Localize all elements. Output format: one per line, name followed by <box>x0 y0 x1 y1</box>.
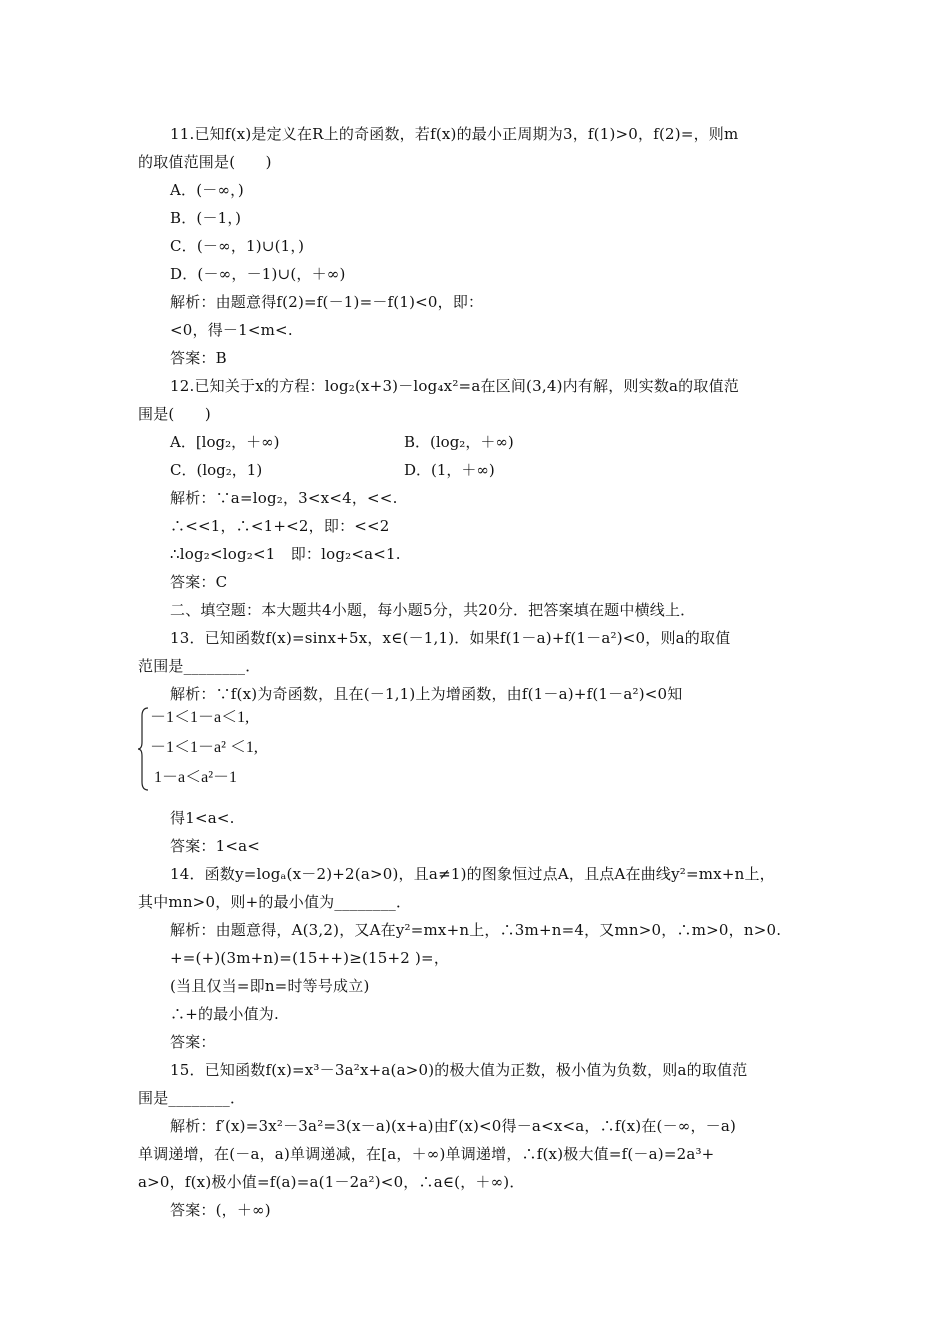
q14-analysis-1: 解析：由题意得，A(3,2)，又A在y²=mx+n上，∴3m+n=4，又mn>0，∴m>0，n>0. <box>170 921 782 939</box>
q15-stem-line-1: 15．已知函数f(x)=x³－3a²x+a(a>0)的极大值为正数，极小值为负数，则a的取值范 <box>170 1061 748 1079</box>
q14-stem-line-1: 14．函数y=logₐ(x－2)+2(a>0)，且a≠1)的图象恒过点A，且点A在曲线y²=mx+n上， <box>170 865 775 883</box>
q12-option-d: D．(1，＋∞) <box>404 461 495 479</box>
q15-answer: 答案：(，＋∞) <box>170 1201 271 1219</box>
q13-result: 得1<a<. <box>170 809 235 827</box>
q12-option-a: A．[log₂，＋∞) <box>170 433 280 451</box>
q11-option-b: B．(－1，) <box>170 209 242 227</box>
q12-option-b: B．(log₂，＋∞) <box>404 433 514 451</box>
q14-analysis-4: ∴+的最小值为. <box>170 1005 279 1023</box>
q13-stem-line-2: 范围是________． <box>138 657 261 675</box>
inequality-system <box>138 706 288 792</box>
q11-option-a: A．(－∞，) <box>170 181 244 199</box>
q12-stem-line-2: 围是( ) <box>138 405 211 423</box>
left-brace-icon <box>138 706 150 792</box>
system-row-2: －1＜1－a² ＜1, <box>150 739 258 756</box>
q12-stem-line-1: 12.已知关于x的方程：log₂(x+3)－log₄x²=a在区间(3,4)内有解，则实数a的取值范 <box>170 377 739 395</box>
q12-answer: 答案：C <box>170 573 228 591</box>
q14-answer: 答案： <box>170 1033 216 1051</box>
q15-analysis-1: 解析：f′(x)=3x²－3a²=3(x－a)(x+a)由f′(x)<0得－a<x<a，∴f(x)在(－∞，－a) <box>170 1117 737 1135</box>
q14-stem-line-2: 其中mn>0，则+的最小值为________． <box>138 893 412 911</box>
q11-stem-line-2: 的取值范围是( ) <box>138 153 272 171</box>
q12-option-c: C．(log₂，1) <box>170 461 263 479</box>
system-row-3: 1－a＜a²－1 <box>150 769 238 786</box>
q13-answer: 答案：1<a< <box>170 837 261 855</box>
q12-analysis-3: ∴log₂<log₂<1 即：log₂<a<1. <box>170 545 401 563</box>
q13-analysis-1: 解析：∵f(x)为奇函数，且在(－1,1)上为增函数，由f(1－a)+f(1－a²)<0知 <box>170 685 683 703</box>
q14-analysis-3: (当且仅当=即n=时等号成立) <box>170 977 370 995</box>
q12-analysis-2: ∴<<1，∴<1+<2，即：<<2 <box>170 517 390 535</box>
q11-stem-line-1: 11.已知f(x)是定义在R上的奇函数，若f(x)的最小正周期为3，f(1)>0，f(2)=，则m <box>170 125 739 143</box>
q12-analysis-1: 解析：∵a=log₂，3<x<4，<<. <box>170 489 398 507</box>
q11-option-c: C．(－∞，1)∪(1，) <box>170 237 305 255</box>
q15-analysis-3: a>0，f(x)极小值=f(a)=a(1－2a²)<0，∴a∈(，＋∞)． <box>138 1173 525 1191</box>
q15-analysis-2: 单调递增，在(－a，a)单调递减，在[a，＋∞)单调递增，∴f(x)极大值=f(－a)=2a³+ <box>138 1145 715 1163</box>
q11-option-d: D．(－∞，－1)∪(，＋∞) <box>170 265 346 283</box>
q11-analysis-2: <0，得－1<m<. <box>170 321 293 339</box>
q11-analysis-1: 解析：由题意得f(2)=f(－1)=－f(1)<0，即： <box>170 293 484 311</box>
q11-answer: 答案：B <box>170 349 227 367</box>
q13-stem-line-1: 13．已知函数f(x)=sinx+5x，x∈(－1,1)．如果f(1－a)+f(1－a²)<0，则a的取值 <box>170 629 731 647</box>
section-heading: 二、填空题：本大题共4小题，每小题5分，共20分．把答案填在题中横线上． <box>170 601 696 619</box>
q15-stem-line-2: 围是________． <box>138 1089 246 1107</box>
q14-analysis-2: +=(+)(3m+n)=(15++)≥(15+2 )=， <box>170 949 450 967</box>
system-row-1: －1＜1－a＜1, <box>150 709 250 726</box>
